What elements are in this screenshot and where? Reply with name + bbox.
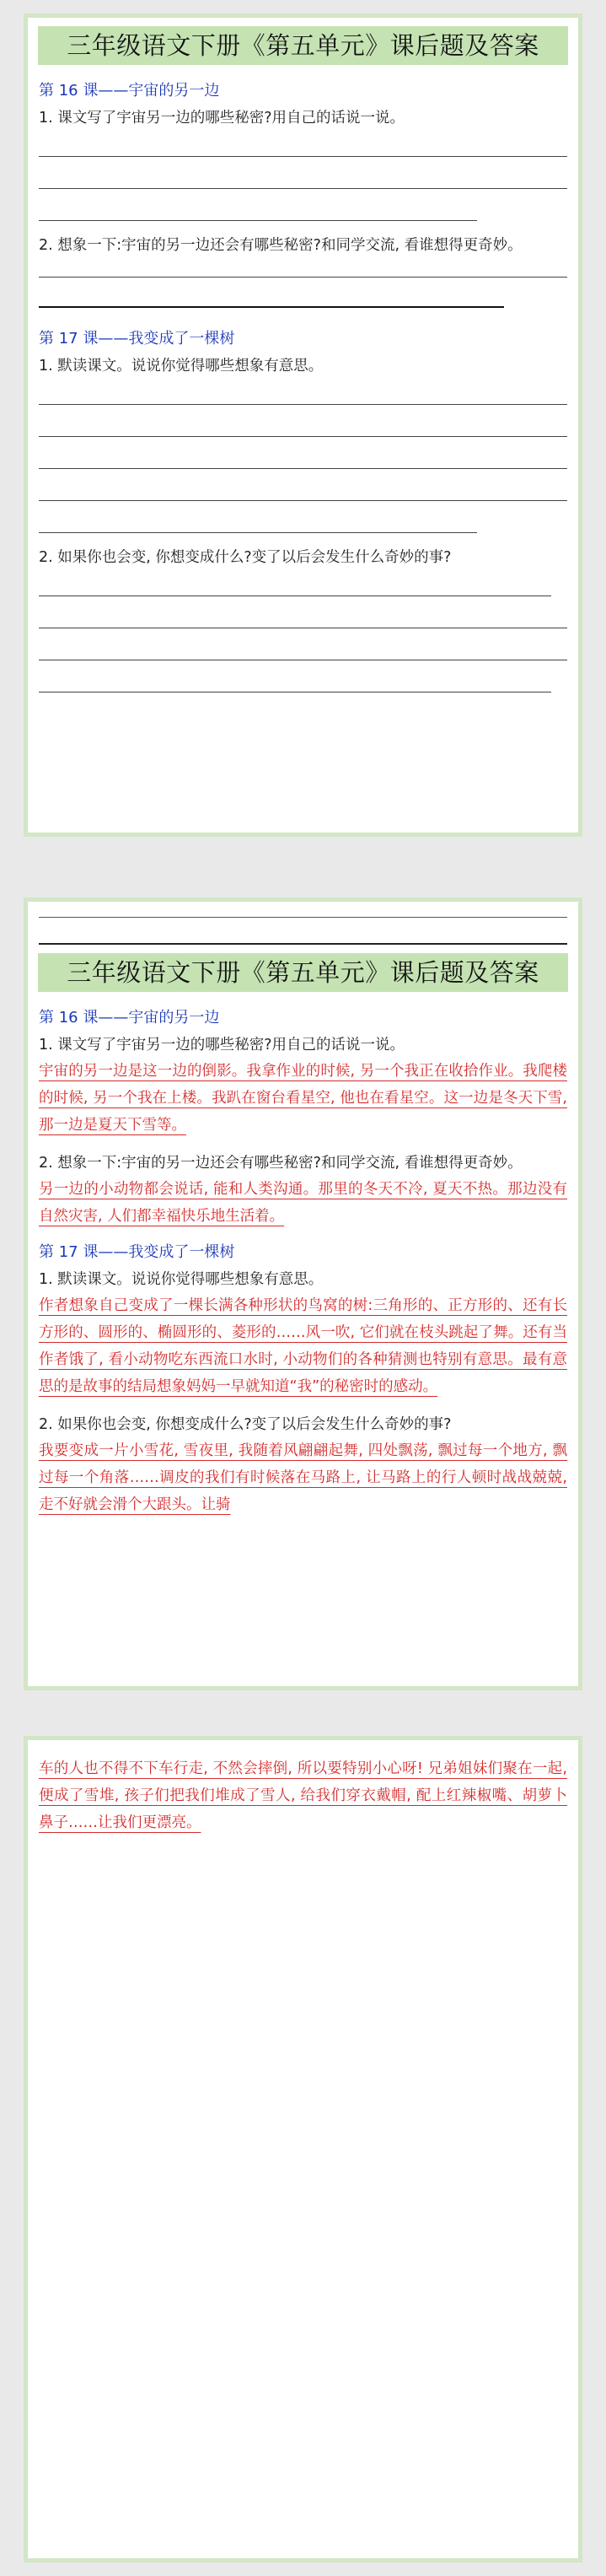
lesson-16-answer-1: 宇宙的另一边是这一边的倒影。我拿作业的时候, 另一个我正在收拾作业。我爬楼的时候, 另一个我在上楼。我趴在窗台看星空, 他也在看星空。这一边是冬天下雪, 那一边是夏天下雪等。 (39, 1063, 567, 1134)
lesson-16-question-2: 2. 想象一下:宇宙的另一边还会有哪些秘密?和同学交流, 看谁想得更奇妙。 (39, 237, 523, 254)
answer-line (39, 258, 567, 278)
answer-line (39, 437, 567, 469)
lesson-17-answer-1: 作者想象自己变成了一棵长满各种形状的鸟窝的树:三角形的、正方形的、还有长方形的、圆形的、椭圆形的、菱形的……风一吹, 它们就在枝头跳起了舞。还有当作者饿了, 看小动物吃东西流口水时, 小动物们的各种猜测也特别有意思。最有意思的是故事的结局想象妈妈一早就知道“我”的秘密时的感动。 (39, 1297, 567, 1395)
answer-line (39, 628, 567, 660)
lesson-17-heading: 第 17 课——我变成了一棵树 (39, 1243, 235, 1261)
lesson-17-answer-2-part-1: 我要变成一片小雪花, 雪夜里, 我随着风翩翩起舞, 四处飘荡, 飘过每一个地方, 飘过每一个角落……调皮的我们有时候落在马路上, 让马路上的行人顿时战战兢兢, 走不好就会滑个大跟头。让骑 (39, 1442, 568, 1513)
page-title: 三年级语文下册《第五单元》课后题及答案 (38, 953, 568, 992)
lesson-16-question-2: 2. 想象一下:宇宙的另一边还会有哪些秘密?和同学交流, 看谁想得更奇妙。 (39, 1155, 523, 1172)
answer-line (39, 469, 567, 501)
lesson-16-heading: 第 16 课——宇宙的另一边 (39, 1009, 220, 1027)
answer-continuation-page (24, 1736, 582, 2563)
answer-line (39, 379, 567, 405)
lesson-16-question-1: 1. 课文写了宇宙另一边的哪些秘密?用自己的话说一说。 (39, 1037, 405, 1054)
answer-line (39, 660, 551, 693)
lesson-17-answer-2-part-2: 车的人也不得不下车行走, 不然会摔倒, 所以要特别小心呀! 兄弟姐妹们聚在一起, 便成了雪堆, 孩子们把我们堆成了雪人, 给我们穿衣戴帽, 配上红辣椒嘴、胡萝卜鼻子……让我们更漂亮。 (39, 1760, 567, 1831)
answer-line (39, 157, 567, 189)
answer-line (39, 902, 567, 918)
answer-line (39, 596, 567, 628)
answer-line (39, 278, 504, 308)
answer-line (39, 570, 551, 596)
worksheet-page (24, 13, 582, 837)
answer-line (39, 501, 477, 533)
lesson-17-question-2: 2. 如果你也会变, 你想变成什么?变了以后会发生什么奇妙的事? (39, 549, 452, 566)
lesson-17-question-1: 1. 默读课文。说说你觉得哪些想象有意思。 (39, 1271, 324, 1288)
answer-line (39, 131, 567, 157)
lesson-17-heading: 第 17 课——我变成了一棵树 (39, 330, 235, 348)
answer-line (39, 189, 477, 221)
lesson-17-question-2: 2. 如果你也会变, 你想变成什么?变了以后会发生什么奇妙的事? (39, 1416, 452, 1433)
page-title: 三年级语文下册《第五单元》课后题及答案 (38, 26, 568, 65)
lesson-16-question-1: 1. 课文写了宇宙另一边的哪些秘密?用自己的话说一说。 (39, 110, 405, 127)
answer-line (39, 405, 567, 437)
lesson-17-question-1: 1. 默读课文。说说你觉得哪些想象有意思。 (39, 358, 324, 375)
answer-line (39, 918, 567, 945)
lesson-16-answer-2: 另一边的小动物都会说话, 能和人类沟通。那里的冬天不冷, 夏天不热。那边没有自然灾害, 人们都幸福快乐地生活着。 (39, 1181, 567, 1225)
answer-page (24, 897, 582, 1690)
lesson-16-heading: 第 16 课——宇宙的另一边 (39, 82, 220, 100)
